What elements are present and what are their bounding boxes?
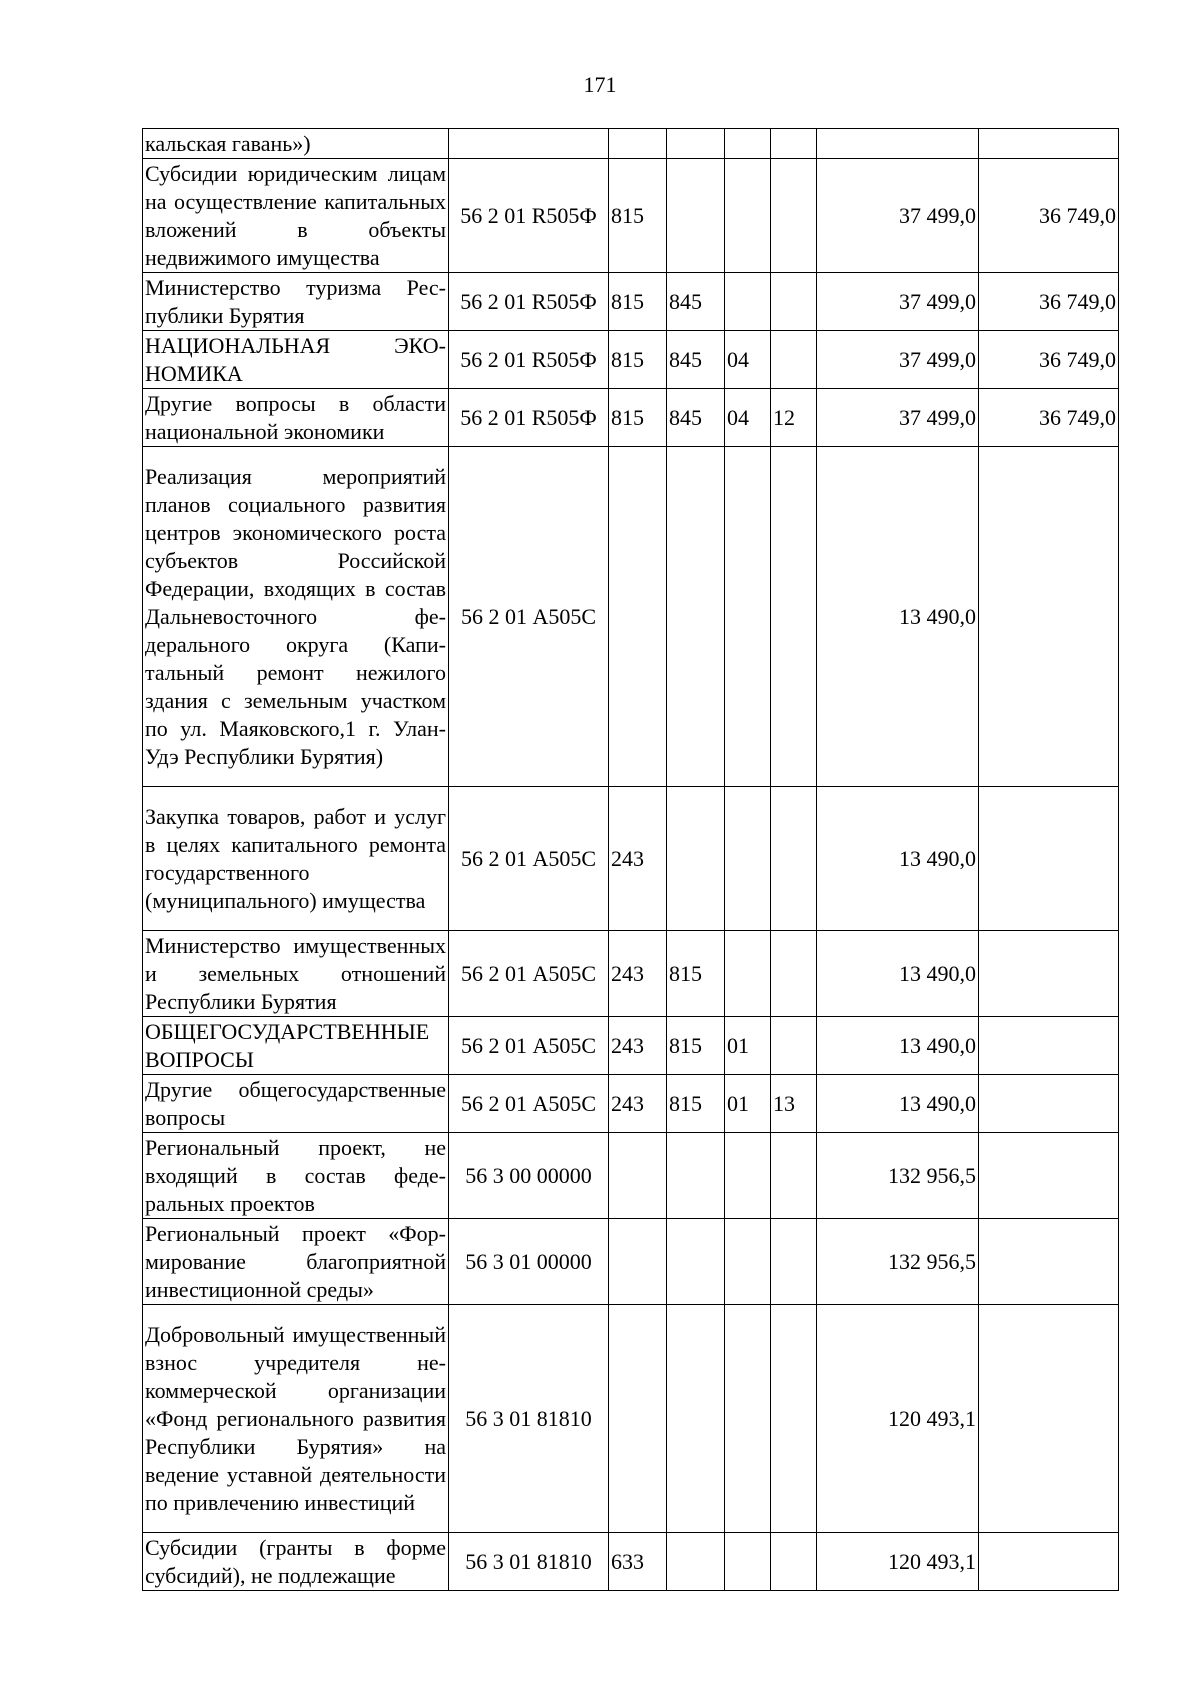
amount-cell-2 — [979, 1219, 1119, 1305]
table-row — [143, 1533, 1119, 1591]
subsection-code-cell — [771, 1533, 817, 1591]
row-name-cell: Другие вопросы в области национальной экономики — [143, 389, 449, 447]
amount-cell-1: 13 490,0 — [817, 1075, 979, 1133]
amount-cell-2 — [979, 1533, 1119, 1591]
section-code-cell — [725, 1133, 771, 1219]
amount-cell-1: 37 499,0 — [817, 159, 979, 273]
row-name-cell: кальская гавань») — [143, 129, 449, 159]
table-row — [143, 447, 1119, 787]
target-article-code-cell: 56 2 01 А505С — [449, 1075, 609, 1133]
target-article-code-cell: 56 3 00 00000 — [449, 1133, 609, 1219]
table-row — [143, 159, 1119, 273]
department-code-cell — [667, 1133, 725, 1219]
target-article-code-cell: 56 2 01 R505Ф — [449, 273, 609, 331]
table-row — [143, 1133, 1119, 1219]
target-article-code-cell: 56 2 01 R505Ф — [449, 389, 609, 447]
expense-type-cell — [609, 1219, 667, 1305]
subsection-code-cell — [771, 1305, 817, 1533]
table-row — [143, 1305, 1119, 1533]
department-code-cell: 845 — [667, 273, 725, 331]
department-code-cell — [667, 129, 725, 159]
row-name-cell: Закупка товаров, работ и услуг в целях капитального ремонта государственного (муниципального) имущества — [143, 787, 449, 931]
amount-cell-2 — [979, 129, 1119, 159]
department-code-cell — [667, 787, 725, 931]
page-number: 171 — [583, 72, 617, 97]
target-article-code-cell: 56 3 01 81810 — [449, 1305, 609, 1533]
target-article-code-cell: 56 2 01 А505С — [449, 931, 609, 1017]
subsection-code-cell — [771, 447, 817, 787]
department-code-cell — [667, 159, 725, 273]
target-article-code-cell — [449, 129, 609, 159]
amount-cell-1: 13 490,0 — [817, 1017, 979, 1075]
amount-cell-1 — [817, 129, 979, 159]
section-code-cell — [725, 129, 771, 159]
target-article-code-cell: 56 2 01 R505Ф — [449, 331, 609, 389]
table-row — [143, 1017, 1119, 1075]
target-article-code-cell: 56 3 01 00000 — [449, 1219, 609, 1305]
expense-type-cell — [609, 1305, 667, 1533]
table-row — [143, 1219, 1119, 1305]
table-row — [143, 273, 1119, 331]
amount-cell-2 — [979, 1305, 1119, 1533]
section-code-cell — [725, 1533, 771, 1591]
row-name-cell: Региональный проект, не входящий в состав федеральных проектов — [143, 1133, 449, 1219]
table-row — [143, 931, 1119, 1017]
target-article-code-cell: 56 2 01 А505С — [449, 787, 609, 931]
amount-cell-2 — [979, 1017, 1119, 1075]
department-code-cell: 845 — [667, 389, 725, 447]
expense-type-cell — [609, 129, 667, 159]
row-name-cell: Добровольный имущественный взнос учредителя некоммерческой организации «Фонд регионального развития Республики Бурятия» на ведение уставной деятельности по привлечению инвестиций — [143, 1305, 449, 1533]
department-code-cell: 815 — [667, 931, 725, 1017]
section-code-cell — [725, 1219, 771, 1305]
amount-cell-2: 36 749,0 — [979, 273, 1119, 331]
section-code-cell: 01 — [725, 1075, 771, 1133]
section-code-cell — [725, 447, 771, 787]
expense-type-cell: 815 — [609, 389, 667, 447]
amount-cell-2: 36 749,0 — [979, 389, 1119, 447]
budget-table — [142, 128, 1119, 1591]
amount-cell-2 — [979, 1075, 1119, 1133]
expense-type-cell: 815 — [609, 159, 667, 273]
amount-cell-1: 13 490,0 — [817, 931, 979, 1017]
target-article-code-cell: 56 2 01 А505С — [449, 447, 609, 787]
section-code-cell: 04 — [725, 331, 771, 389]
expense-type-cell: 633 — [609, 1533, 667, 1591]
amount-cell-1: 37 499,0 — [817, 389, 979, 447]
expense-type-cell: 243 — [609, 1017, 667, 1075]
department-code-cell — [667, 1305, 725, 1533]
subsection-code-cell — [771, 931, 817, 1017]
department-code-cell — [667, 1533, 725, 1591]
table-row — [143, 389, 1119, 447]
target-article-code-cell: 56 2 01 А505С — [449, 1017, 609, 1075]
section-code-cell: 04 — [725, 389, 771, 447]
row-name-cell: Реализация мероприятий планов социального развития центров экономического роста субъектов Российской Федерации, входящих в состав Дальневосточного федерального округа (Капитальный ремонт нежилого здания с земельным участком по ул. Маяковского,1 г. Улан-Удэ Республики Бурятия) — [143, 447, 449, 787]
table-row — [143, 331, 1119, 389]
amount-cell-2 — [979, 931, 1119, 1017]
target-article-code-cell: 56 2 01 R505Ф — [449, 159, 609, 273]
department-code-cell: 815 — [667, 1075, 725, 1133]
subsection-code-cell — [771, 129, 817, 159]
amount-cell-1: 37 499,0 — [817, 273, 979, 331]
row-name-cell: Субсидии юридическим лицам на осуществление капитальных вложений в объекты недвижимого имущества — [143, 159, 449, 273]
row-name-cell: НАЦИОНАЛЬНАЯ ЭКОНОМИКА — [143, 331, 449, 389]
subsection-code-cell: 12 — [771, 389, 817, 447]
section-code-cell — [725, 273, 771, 331]
row-name-cell: Другие общегосударственные вопросы — [143, 1075, 449, 1133]
department-code-cell — [667, 447, 725, 787]
subsection-code-cell — [771, 787, 817, 931]
target-article-code-cell: 56 3 01 81810 — [449, 1533, 609, 1591]
expense-type-cell: 243 — [609, 1075, 667, 1133]
row-name-cell: Субсидии (гранты в форме субсидий), не подлежащие — [143, 1533, 449, 1591]
amount-cell-1: 13 490,0 — [817, 787, 979, 931]
expense-type-cell: 243 — [609, 931, 667, 1017]
row-name-cell: Региональный проект «Формирование благоприятной инвестиционной среды» — [143, 1219, 449, 1305]
row-name-cell: Министерство имущественных и земельных отношений Республики Бурятия — [143, 931, 449, 1017]
section-code-cell — [725, 1305, 771, 1533]
row-name-cell: ОБЩЕГОСУДАРСТВЕННЫЕ ВОПРОСЫ — [143, 1017, 449, 1075]
amount-cell-2 — [979, 787, 1119, 931]
amount-cell-2 — [979, 447, 1119, 787]
expense-type-cell — [609, 1133, 667, 1219]
amount-cell-2: 36 749,0 — [979, 159, 1119, 273]
department-code-cell: 815 — [667, 1017, 725, 1075]
subsection-code-cell — [771, 159, 817, 273]
amount-cell-1: 132 956,5 — [817, 1219, 979, 1305]
table-row — [143, 1075, 1119, 1133]
table-row — [143, 129, 1119, 159]
table-row — [143, 787, 1119, 931]
section-code-cell: 01 — [725, 1017, 771, 1075]
section-code-cell — [725, 931, 771, 1017]
section-code-cell — [725, 159, 771, 273]
amount-cell-1: 13 490,0 — [817, 447, 979, 787]
expense-type-cell — [609, 447, 667, 787]
amount-cell-1: 120 493,1 — [817, 1533, 979, 1591]
amount-cell-1: 120 493,1 — [817, 1305, 979, 1533]
subsection-code-cell — [771, 1017, 817, 1075]
subsection-code-cell — [771, 1219, 817, 1305]
amount-cell-2: 36 749,0 — [979, 331, 1119, 389]
amount-cell-1: 132 956,5 — [817, 1133, 979, 1219]
amount-cell-2 — [979, 1133, 1119, 1219]
subsection-code-cell — [771, 331, 817, 389]
expense-type-cell: 815 — [609, 273, 667, 331]
department-code-cell — [667, 1219, 725, 1305]
department-code-cell: 845 — [667, 331, 725, 389]
amount-cell-1: 37 499,0 — [817, 331, 979, 389]
subsection-code-cell: 13 — [771, 1075, 817, 1133]
expense-type-cell: 815 — [609, 331, 667, 389]
expense-type-cell: 243 — [609, 787, 667, 931]
section-code-cell — [725, 787, 771, 931]
subsection-code-cell — [771, 273, 817, 331]
row-name-cell: Министерство туризма Республики Бурятия — [143, 273, 449, 331]
subsection-code-cell — [771, 1133, 817, 1219]
